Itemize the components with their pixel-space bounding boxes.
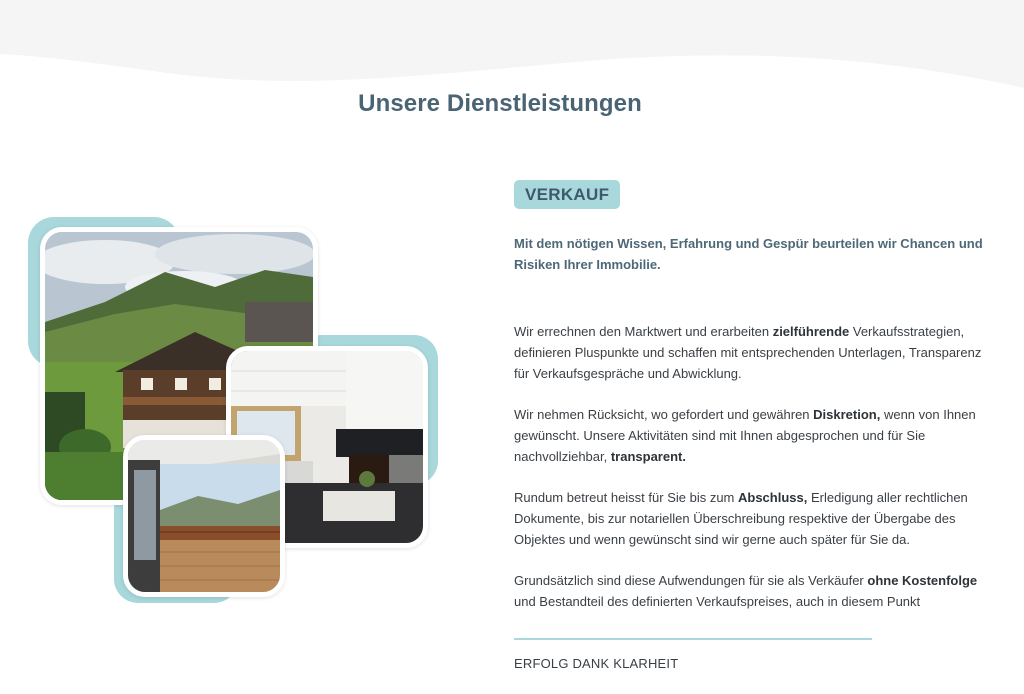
service-paragraph: Wir errechnen den Marktwert und erarbeiten zielführende Verkaufsstrategien, definieren Pluspunkte und schaffen mit entsprechenden Unterlagen, Transparenz für Verkaufsgespräche und Abwicklung. [514,324,982,381]
photo-collage [28,215,448,610]
footer-label: ERFOLG DANK KLARHEIT [514,656,679,671]
service-badge: VERKAUF [514,180,620,209]
service-paragraph: Grundsätzlich sind diese Aufwendungen für sie als Verkäufer ohne Kostenfolge und Bestandteil des definierten Verkaufspreises, auch in diesem Punkt [514,573,978,609]
service-paragraph: Rundum betreut heisst für Sie bis zum Abschluss, Erledigung aller rechtlichen Dokumente, bis zur notariellen Überschreibung respektive der Übergabe des Objektes und wenn gewünscht sind wir gerne auch später für Sie da. [514,490,968,547]
service-paragraph: Wir nehmen Rücksicht, wo gefordert und gewähren Diskretion, wenn von Ihnen gewünscht. Unsere Aktivitäten sind mit Ihnen abgesprochen und für Sie nachvollziehbar, transparent. [514,407,976,464]
service-content [514,180,984,671]
balcony-photo [123,435,285,597]
service-lead: Mit dem nötigen Wissen, Erfahrung und Gespür beurteilen wir Chancen und Risiken Ihrer Immobilie. [514,236,983,272]
section-title: Unsere Dienstleistungen [358,90,642,117]
divider [514,638,872,640]
